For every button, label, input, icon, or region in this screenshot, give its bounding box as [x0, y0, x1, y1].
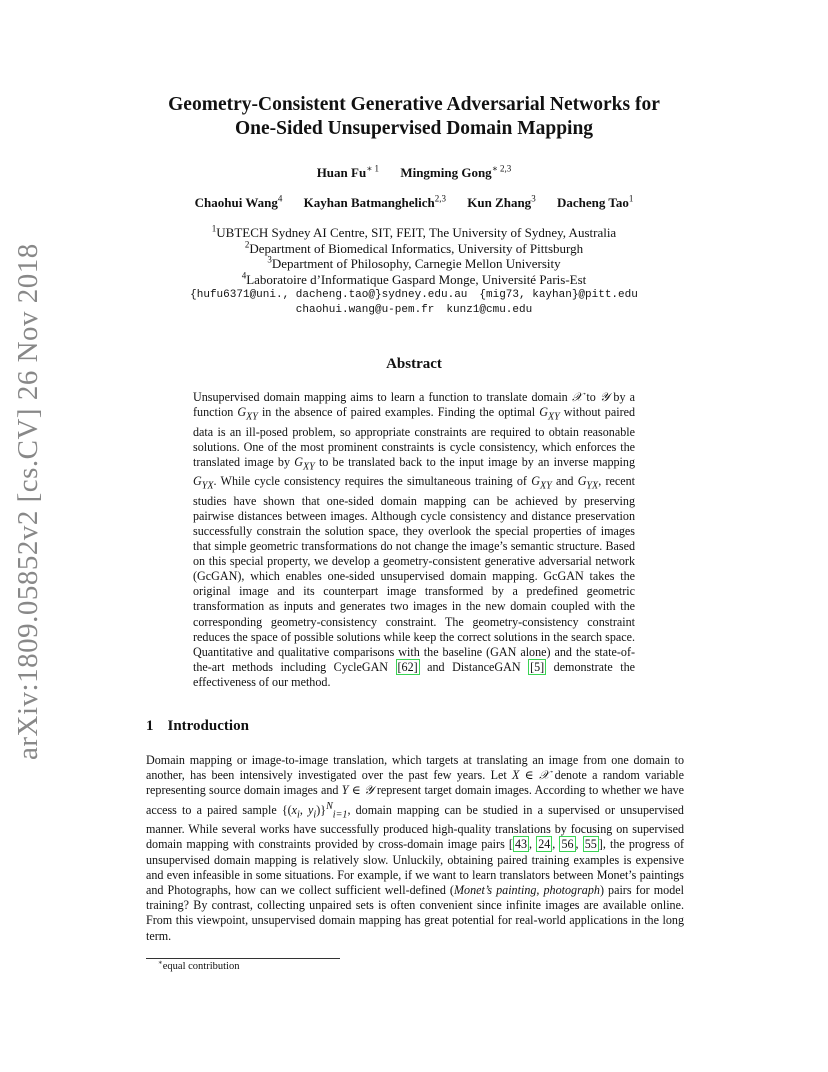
affiliation: $^4$Laboratoire d’Informatique Gaspard Monge, Université Paris-Est	[241, 270, 587, 287]
email: kunz1@cmu.edu	[446, 304, 533, 316]
author: Huan $Fu^{∗ 1}$	[316, 163, 380, 180]
author: Chaohui Wang$^4$	[194, 193, 283, 210]
email: {hufu6371@uni., dacheng.tao@}sydney.edu.au	[190, 289, 468, 301]
author-emails	[120, 288, 708, 318]
citation-link[interactable]: [62]	[397, 659, 418, 674]
abstract-body: Unsupervised domain mapping aims to learn a function to translate domain 𝒳 to 𝒴 by a function $G_{XY}$ in the absence of paired examples. Finding the optimal $G_{XY}$ without paired data is an ill-posed problem, so appropriate constraints are required to obtain reasonable solutions. One of the most prominent constraints is cycle consistency, which enforces the translated image by $G_{XY}$ to be translated back to the input image by an inverse mapping $G_{YX}$. While cycle consistency requires the simultaneous training of $G_{XY}$ and $G_{YX}$, recent studies have shown that one-sided domain mapping can be achieved by preserving pairwise distances between images. Although cycle consistency and distance preservation successfully constrain the solution space, they overlook the special properties of images that simple geometric transformations do not change the image’s semantic structure. Based on this special property, we develop a geometry-consistent generative adversarial network (GcGAN), which enables one-sided unsupervised domain mapping. GcGAN takes the original image and its counterpart image transformed by a predefined geometric transformation as inputs and generates two images in the new domain coupled with the corresponding geometry-consistency constraint. The geometry-consistency constraint reduces the space of possible solutions while keep the correct solutions in the search space. Quantitative and qualitative comparisons with the baseline (GAN alone) and the state-of-the-art methods including CycleGAN [62] and DistanceGAN [5] demonstrate the effectiveness of our method.	[193, 390, 636, 689]
arxiv-watermark: arXiv:1809.05852v2 [cs.CV] 26 Nov 2018	[12, 243, 44, 760]
affiliation: $^3$Department of Philosophy, Carnegie Mellon University	[267, 254, 561, 271]
author: Dacheng Tao$^1$	[556, 193, 634, 210]
affiliations	[120, 225, 708, 287]
email: chaohui.wang@u-pem.fr	[295, 304, 435, 316]
author: Kun Zhang$^3$	[467, 193, 536, 210]
citation-link[interactable]: 43	[514, 837, 528, 852]
footnote: ∗equal contribution	[158, 958, 240, 972]
authors-row-1	[120, 165, 708, 181]
affiliation: $^1$UBTECH Sydney AI Centre, SIT, FEIT, The University of Sydney, Australia	[211, 223, 617, 240]
title-line-2: One-Sided Unsupervised Domain Mapping	[234, 118, 594, 139]
citation-link[interactable]: 56	[561, 837, 574, 852]
abstract-heading: Abstract	[386, 356, 442, 372]
affiliation: $^2$Department of Biomedical Informatics, University of Pittsburgh	[244, 239, 584, 256]
author: Mingming Gong$^{∗ 2,3}$	[400, 163, 512, 180]
author: Kayhan Batmanghelich$^{2,3}$	[303, 193, 446, 210]
email: {mig73, kayhan}@pitt.edu	[479, 289, 638, 301]
title-line-1: Geometry-Consistent Generative Adversarial Networks for	[168, 94, 660, 115]
introduction-body: Domain mapping or image-to-image translation, which targets at translating an image from one domain to another, has been intensively investigated over the past few years. Let X ∈ 𝒳 denote a random variable representing source domain images and Y ∈ 𝒴 represent target domain images. According to whether we have access to a paired sample {($x_i$, $y_i)\}^N_{i=1}$, domain mapping can be studied in a supervised or unsupervised manner. While several works have successfully produced high-quality translations by focusing on supervised domain mapping with constraints provided by cross-domain image pairs [ 43 , 24 , 56 , 55 ], the progress of unsupervised domain mapping is relatively slow. Unluckily, obtaining paired training examples is expensive and even infeasible in some situations. For example, if we want to learn translators between Monet’s paintings and Photographs, how can we collect sufficient well-defined (Monet’s painting, photograph) pairs for model training? By contrast, collecting unpaired sets is often convenient since infinite images are available online. From this viewpoint, unsupervised domain mapping has great potential for real-world applications in the long term.	[146, 753, 685, 943]
citation-link[interactable]: [5]	[530, 659, 545, 674]
footnote-rule	[146, 958, 340, 959]
authors-row-2	[120, 195, 708, 211]
paper-title	[120, 93, 708, 141]
citation-link[interactable]: 24	[538, 837, 551, 852]
section-heading-introduction: 1 Introduction	[146, 718, 249, 734]
citation-link[interactable]: 55	[584, 837, 597, 852]
